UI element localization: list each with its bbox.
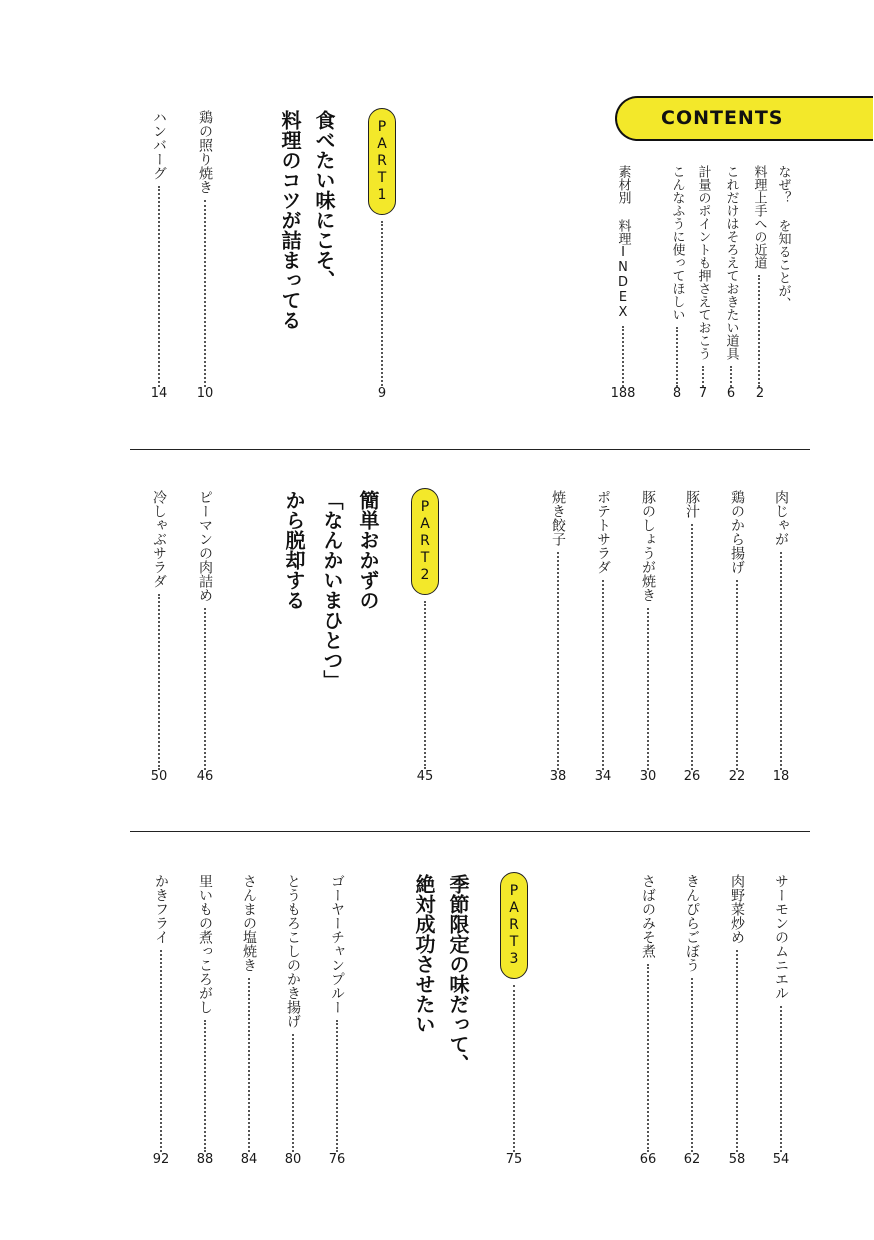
toc-page-number: 84 xyxy=(240,1152,258,1167)
toc-entry-part2-1[interactable] xyxy=(148,490,170,770)
toc-page-number: 30 xyxy=(639,769,657,784)
toc-entry-intro-2[interactable] xyxy=(692,165,714,387)
part2-entry[interactable] xyxy=(411,488,439,769)
toc-entry-title: とうもろこしのかき揚げ xyxy=(285,874,301,1028)
toc-entry-part3-4[interactable] xyxy=(150,874,172,1152)
dotted-leader xyxy=(204,200,206,387)
part3-entry[interactable] xyxy=(500,872,528,1152)
toc-entry-intro-0[interactable] xyxy=(772,165,794,387)
part1-pill xyxy=(368,108,396,215)
part2-label: PART2 xyxy=(417,499,433,584)
toc-entry-s2-5[interactable] xyxy=(547,490,569,770)
dotted-leader xyxy=(160,950,162,1152)
toc-entry-part3-2[interactable] xyxy=(238,874,260,1152)
dotted-leader xyxy=(204,1020,206,1152)
dotted-leader xyxy=(557,552,559,770)
toc-entry-s3-2[interactable] xyxy=(681,874,703,1152)
toc-page-number: 2 xyxy=(755,386,765,401)
toc-entry-title: 素材別 料理INDEX xyxy=(615,165,631,320)
part1-heading-line2: 料理のコツが詰まってる xyxy=(278,110,302,330)
toc-page-number: 92 xyxy=(152,1152,170,1167)
dotted-leader xyxy=(691,524,693,770)
toc-entry-title: ハンバーグ xyxy=(151,110,167,180)
part2-heading-line2: 「なんかいまひとつ」 xyxy=(320,490,344,690)
toc-page-number: 188 xyxy=(610,386,636,401)
dotted-leader xyxy=(676,327,678,387)
toc-entry-s2-1[interactable] xyxy=(726,490,748,770)
toc-entry-intro-3[interactable] xyxy=(666,165,688,387)
toc-entry-part3-0[interactable] xyxy=(326,874,348,1152)
toc-entry-s2-4[interactable] xyxy=(592,490,614,770)
toc-page-number: 38 xyxy=(549,769,567,784)
toc-entry-part3-1[interactable] xyxy=(282,874,304,1152)
part1-entry[interactable] xyxy=(368,108,396,386)
toc-entry-intro-0-line2[interactable] xyxy=(748,165,770,387)
toc-entry-title: さんまの塩焼き xyxy=(241,874,257,972)
part3-pill xyxy=(500,872,528,979)
toc-page-number: 54 xyxy=(772,1152,790,1167)
dotted-leader xyxy=(158,186,160,387)
part2-pill xyxy=(411,488,439,595)
toc-entry-title: 鶏のから揚げ xyxy=(729,490,745,574)
toc-entry-title: 料理上手への近道 xyxy=(751,165,767,269)
toc-entry-part1-0[interactable] xyxy=(194,110,216,387)
dotted-leader xyxy=(622,326,624,387)
toc-page-number: 14 xyxy=(150,386,168,401)
section-divider xyxy=(130,831,810,832)
toc-entry-part3-3[interactable] xyxy=(194,874,216,1152)
toc-entry-title: ポテトサラダ xyxy=(595,490,611,574)
dotted-leader xyxy=(702,366,704,387)
toc-entry-title: これだけはそろえておきたい道具 xyxy=(723,165,739,360)
toc-entry-title: さばのみそ煮 xyxy=(640,874,656,958)
intro-0-full-title xyxy=(0,0,1,1)
toc-entry-title: 計量のポイントも押さえておこう xyxy=(695,165,711,360)
toc-entry-title: 肉じゃが xyxy=(773,490,789,546)
toc-page-number: 6 xyxy=(726,386,736,401)
dotted-leader xyxy=(381,221,383,386)
part1-label: PART1 xyxy=(374,119,390,204)
section-divider xyxy=(130,449,810,450)
dotted-leader xyxy=(730,366,732,387)
toc-entry-title: 豚のしょうが焼き xyxy=(640,490,656,602)
toc-entry-title: ゴーヤーチャンプルー xyxy=(329,874,345,1014)
part3-heading-line1: 季節限定の味だって、 xyxy=(446,874,470,1074)
toc-page-number: 18 xyxy=(772,769,790,784)
toc-entry-s2-3[interactable] xyxy=(637,490,659,770)
toc-entry-intro-1[interactable] xyxy=(720,165,742,387)
toc-page-number: 45 xyxy=(416,769,434,784)
toc-page-number: 9 xyxy=(377,386,387,401)
dotted-leader xyxy=(424,601,426,769)
part2-heading-line1: 簡単おかずの xyxy=(356,490,380,610)
toc-entry-intro-4[interactable] xyxy=(612,165,634,387)
toc-entry-title: こんなふうに使ってほしい xyxy=(669,165,685,321)
part1-heading-line1: 食べたい味にこそ、 xyxy=(312,110,336,290)
toc-entry-title: 鶏の照り焼き xyxy=(197,110,213,194)
contents-badge xyxy=(615,96,873,141)
dotted-leader xyxy=(758,275,760,387)
toc-page-number: 8 xyxy=(672,386,682,401)
toc-entry-title: 里いもの煮っころがし xyxy=(197,874,213,1014)
dotted-leader xyxy=(780,1006,782,1152)
toc-entry-title: かきフライ xyxy=(153,874,169,944)
toc-entry-title: 肉野菜炒め xyxy=(729,874,745,944)
dotted-leader xyxy=(647,964,649,1152)
toc-entry-title: 焼き餃子 xyxy=(550,490,566,546)
toc-page-number: 26 xyxy=(683,769,701,784)
dotted-leader xyxy=(736,580,738,770)
dotted-leader xyxy=(691,978,693,1152)
toc-entry-title: 冷しゃぶサラダ xyxy=(151,490,167,588)
toc-entry-part1-1[interactable] xyxy=(148,110,170,387)
dotted-leader xyxy=(204,608,206,770)
toc-page-number: 75 xyxy=(505,1152,523,1167)
toc-page-number: 88 xyxy=(196,1152,214,1167)
dotted-leader xyxy=(602,580,604,770)
toc-page-number: 34 xyxy=(594,769,612,784)
toc-entry-part2-0[interactable] xyxy=(194,490,216,770)
dotted-leader xyxy=(158,594,160,770)
toc-entry-s3-1[interactable] xyxy=(726,874,748,1152)
dotted-leader xyxy=(248,978,250,1152)
toc-entry-title: サーモンのムニエル xyxy=(773,874,789,1000)
dotted-leader xyxy=(513,985,515,1152)
toc-entry-title: なぜ？ を知ることが、 xyxy=(775,165,791,310)
toc-page-number: 10 xyxy=(196,386,214,401)
dotted-leader xyxy=(292,1034,294,1152)
toc-entry-s3-0[interactable] xyxy=(770,874,792,1152)
toc-page-number: 76 xyxy=(328,1152,346,1167)
part3-heading-line2: 絶対成功させたい xyxy=(412,874,436,1034)
dotted-leader xyxy=(780,552,782,770)
toc-page-number: 7 xyxy=(698,386,708,401)
toc-entry-s2-2[interactable] xyxy=(681,490,703,770)
part2-heading-line3: から脱却する xyxy=(282,490,306,610)
toc-page-number: 58 xyxy=(728,1152,746,1167)
toc-page-number: 66 xyxy=(639,1152,657,1167)
dotted-leader xyxy=(336,1020,338,1152)
toc-entry-s2-0[interactable] xyxy=(770,490,792,770)
contents-label: CONTENTS xyxy=(661,107,784,129)
toc-page-number: 22 xyxy=(728,769,746,784)
dotted-leader xyxy=(736,950,738,1152)
toc-entry-title: 豚汁 xyxy=(684,490,700,518)
part3-label: PART3 xyxy=(506,883,522,968)
toc-entry-s3-3[interactable] xyxy=(637,874,659,1152)
toc-page-number: 80 xyxy=(284,1152,302,1167)
toc-page-number: 50 xyxy=(150,769,168,784)
toc-entry-title: ピーマンの肉詰め xyxy=(197,490,213,602)
toc-page-number: 46 xyxy=(196,769,214,784)
toc-page-number: 62 xyxy=(683,1152,701,1167)
toc-entry-title: きんぴらごぼう xyxy=(684,874,700,972)
dotted-leader xyxy=(647,608,649,770)
